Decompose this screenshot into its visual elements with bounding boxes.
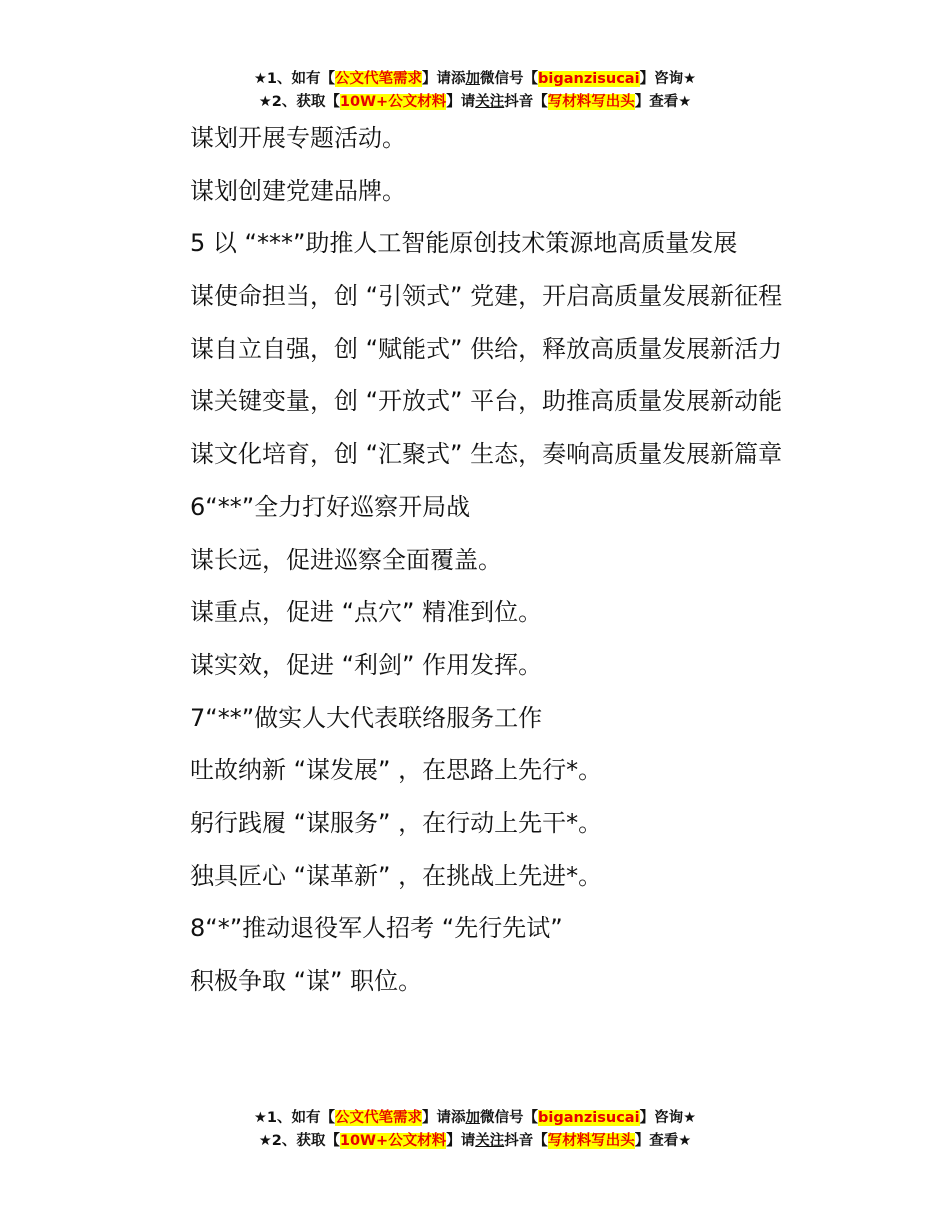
body-line: 独具匠心 “谋革新” ，在挑战上先进*。 <box>190 861 603 890</box>
banner-text: 】请 <box>446 94 476 110</box>
section-heading: 6“**”全力打好巡察开局战 <box>190 492 471 521</box>
body-line: 谋划开展专题活动。 <box>190 124 406 152</box>
body-line: 谋实效，促进 “利剑” 作用发挥。 <box>190 650 543 679</box>
banner-highlight: 10W+公文材料 <box>339 1133 447 1149</box>
body-line: 谋自立自强，创 “赋能式” 供给，释放高质量发展新活力 <box>190 334 783 363</box>
banner-highlight: biganzisucai <box>538 71 640 87</box>
banner-text: 抖音【 <box>504 1133 548 1149</box>
banner-text: 】请 <box>446 1133 476 1149</box>
banner-text: ★2、获取【 <box>258 1133 340 1149</box>
banner-highlight: 公文代笔需求 <box>335 71 423 87</box>
banner-underline: 加 <box>465 1110 481 1126</box>
banner-line-1 <box>0 1107 950 1130</box>
document-body <box>190 118 890 1014</box>
section-heading: 7“**”做实人大代表联络服务工作 <box>190 703 543 732</box>
banner-text: 抖音【 <box>504 94 548 110</box>
banner-line-2 <box>0 1130 950 1153</box>
banner-text: 】咨询★ <box>639 71 697 87</box>
footer-banner <box>0 1107 950 1153</box>
body-line: 谋重点，促进 “点穴” 精准到位。 <box>190 598 543 627</box>
banner-text: ★1、如有【 <box>253 1110 336 1126</box>
banner-line-2 <box>0 91 950 114</box>
body-line: 谋使命担当，创 “引领式” 党建，开启高质量发展新征程 <box>190 282 783 311</box>
banner-highlight: biganzisucai <box>538 1110 640 1126</box>
banner-highlight: 写材料写出头 <box>547 94 635 110</box>
body-line: 谋划创建党建品牌。 <box>190 176 406 205</box>
banner-line-1 <box>0 68 950 91</box>
body-line: 谋文化培育，创 “汇聚式” 生态，奏响高质量发展新篇章 <box>190 440 783 469</box>
banner-highlight: 写材料写出头 <box>547 1133 635 1149</box>
banner-highlight: 10W+公文材料 <box>339 94 447 110</box>
banner-highlight: 公文代笔需求 <box>335 1110 423 1126</box>
banner-text: 】查看★ <box>634 1133 692 1149</box>
banner-text: 微信号【 <box>480 71 539 87</box>
body-line: 谋长远，促进巡察全面覆盖。 <box>190 545 502 574</box>
banner-text: 微信号【 <box>480 1110 539 1126</box>
banner-text: ★2、获取【 <box>258 94 340 110</box>
header-banner <box>0 68 950 114</box>
banner-text: ★1、如有【 <box>253 71 336 87</box>
section-heading: 8“*”推动退役军人招考 “先行先试” <box>190 914 563 943</box>
body-line: 躬行践履 “谋服务” ，在行动上先干*。 <box>190 808 603 837</box>
body-line: 吐故纳新 “谋发展” ，在思路上先行*。 <box>190 756 603 785</box>
banner-text: 】请添 <box>422 71 466 87</box>
section-heading: 5 以 “***”助推人工智能原创技术策源地高质量发展 <box>190 229 738 258</box>
banner-underline: 加 <box>465 71 481 87</box>
banner-text: 】咨询★ <box>639 1110 697 1126</box>
body-line: 谋关键变量，创 “开放式” 平台，助推高质量发展新动能 <box>190 387 783 416</box>
banner-underline: 关注 <box>475 94 505 110</box>
banner-text: 】查看★ <box>634 94 692 110</box>
body-line: 积极争取 “谋” 职位。 <box>190 967 423 995</box>
banner-underline: 关注 <box>475 1133 505 1149</box>
banner-text: 】请添 <box>422 1110 466 1126</box>
